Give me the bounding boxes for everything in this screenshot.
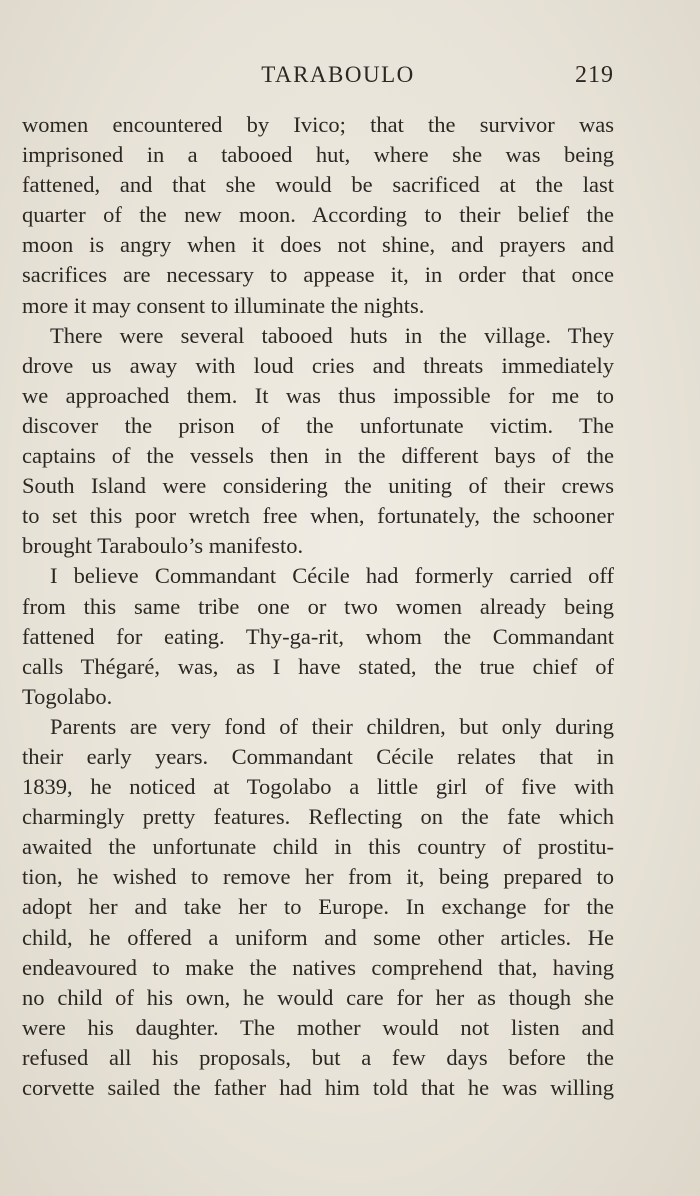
text-line: more it may consent to illuminate the nights.: [22, 292, 425, 318]
text-line: awaited the unfortunate child in this country of prostitu-: [22, 834, 614, 860]
text-line: no child of his own, he would care for her as though she: [22, 984, 614, 1010]
text-line: were his daughter. The mother would not listen and: [22, 1014, 614, 1040]
text-line: tion, he wished to remove her from it, being prepared to: [22, 864, 614, 890]
text-line: quarter of the new moon. According to their belief the: [22, 202, 614, 228]
text-line: imprisoned in a tabooed hut, where she was being: [22, 142, 614, 168]
text-line: Parents are very fond of their children, but only during: [50, 713, 614, 739]
text-line: fattened, and that she would be sacrificed at the last: [22, 172, 614, 198]
body-text: [22, 110, 614, 1103]
text-line: South Island were considering the uniting of their crews: [22, 473, 614, 499]
text-line: There were several tabooed huts in the village. They: [50, 322, 614, 348]
text-line: fattened for eating. Thy-ga-rit, whom the Commandant: [22, 623, 614, 649]
text-line: drove us away with loud cries and threats immediately: [22, 352, 614, 378]
text-line: their early years. Commandant Cécile relates that in: [22, 743, 614, 769]
text-line: from this same tribe one or two women already being: [22, 593, 614, 619]
text-line: corvette sailed the father had him told that he was willing: [22, 1075, 614, 1100]
text-line: we approached them. It was thus impossible for me to: [22, 382, 614, 408]
text-line: I believe Commandant Cécile had formerly carried off: [50, 563, 614, 589]
text-line: moon is angry when it does not shine, and prayers and: [22, 232, 614, 258]
text-line: adopt her and take her to Europe. In exchange for the: [22, 894, 614, 920]
text-line: endeavoured to make the natives comprehend that, having: [22, 954, 614, 980]
running-header: [22, 60, 614, 96]
text-line: captains of the vessels then in the different bays of the: [22, 443, 614, 469]
text-line: discover the prison of the unfortunate victim. The: [22, 412, 614, 438]
text-line: sacrifices are necessary to appease it, in order that once: [22, 262, 614, 288]
text-line: brought Taraboulo’s manifesto.: [22, 533, 304, 559]
running-title: TARABOULO: [261, 62, 415, 87]
text-line: child, he offered a uniform and some other articles. He: [22, 924, 614, 950]
text-line: calls Thégaré, was, as I have stated, the true chief of: [22, 653, 614, 679]
text-line: Togolabo.: [22, 683, 113, 709]
text-line: refused all his proposals, but a few days before the: [22, 1044, 614, 1070]
text-line: 1839, he noticed at Togolabo a little girl of five with: [22, 774, 614, 800]
page-number: 219: [575, 62, 614, 88]
text-line: women encountered by Ivico; that the survivor was: [22, 112, 614, 137]
text-line: to set this poor wretch free when, fortunately, the schooner: [22, 503, 614, 529]
text-line: charmingly pretty features. Reflecting on the fate which: [22, 804, 614, 830]
